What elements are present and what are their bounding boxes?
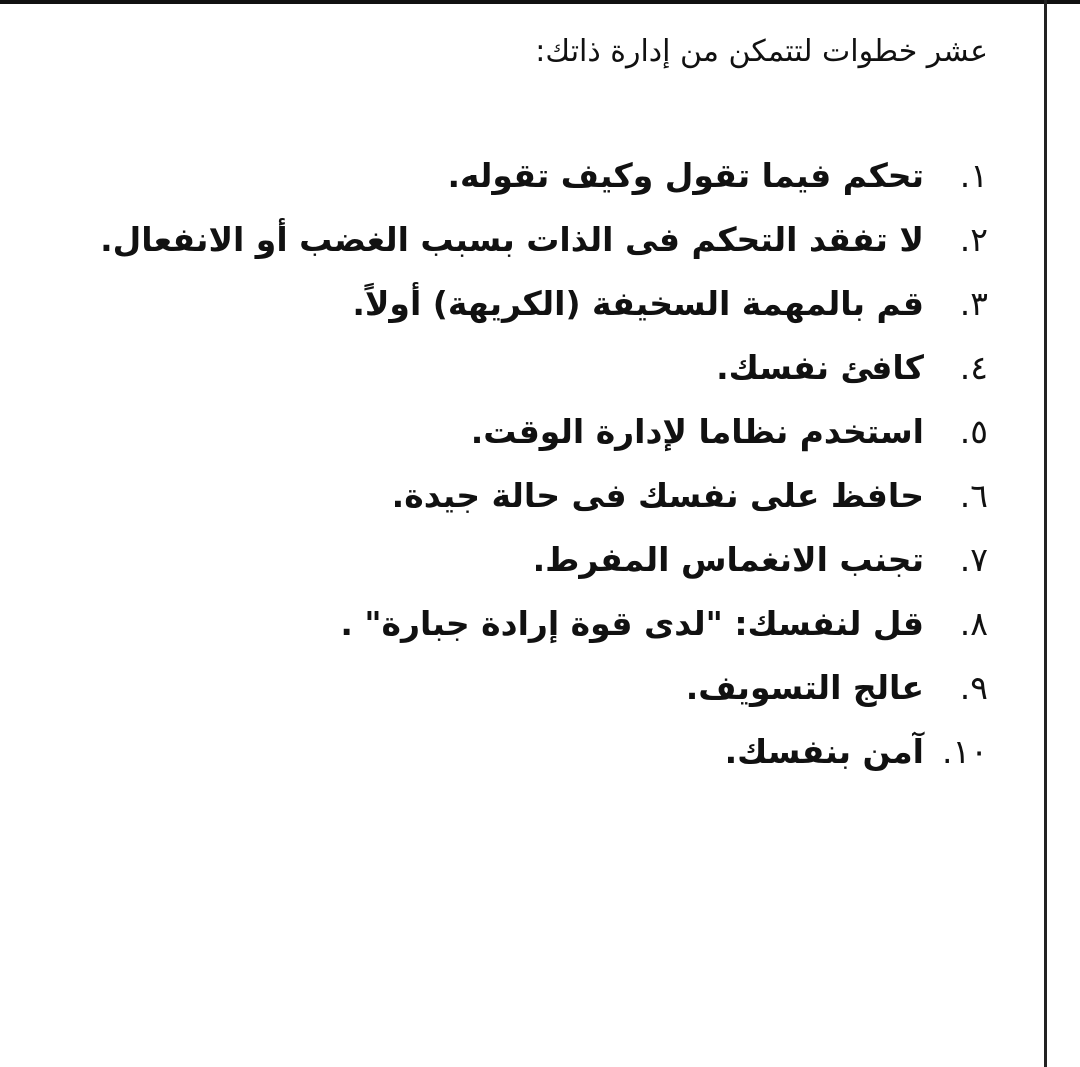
- document-content: [28, 26, 988, 784]
- step-text: كافئ نفسك.: [716, 348, 924, 387]
- steps-list: [28, 144, 988, 784]
- step-number: ٦.: [959, 476, 988, 515]
- step-number: ٨.: [959, 604, 988, 643]
- step-text: قم بالمهمة السخيفة (الكريهة) أولاً.: [352, 284, 924, 323]
- right-border-line: [1044, 0, 1047, 1067]
- step-text: لا تفقد التحكم فى الذات بسبب الغضب أو الانفعال.: [100, 220, 924, 259]
- list-item-step-5: [28, 400, 988, 464]
- list-item-step-7: [28, 528, 988, 592]
- list-item-step-6: [28, 464, 988, 528]
- step-number: ٩.: [959, 668, 988, 707]
- list-item-step-2: [28, 208, 988, 272]
- list-item-step-10: [28, 720, 988, 784]
- step-number: ٣.: [959, 284, 988, 323]
- step-text: تحكم فيما تقول وكيف تقوله.: [447, 156, 924, 195]
- document-heading: عشر خطوات لتتمكن من إدارة ذاتك:: [535, 34, 988, 69]
- step-number: ١٠.: [942, 732, 988, 771]
- step-number: ٥.: [959, 412, 988, 451]
- list-item-step-3: [28, 272, 988, 336]
- step-text: حافظ على نفسك فى حالة جيدة.: [391, 476, 924, 515]
- list-item-step-8: [28, 592, 988, 656]
- step-text: استخدم نظاما لإدارة الوقت.: [470, 412, 924, 451]
- step-number: ٧.: [959, 540, 988, 579]
- step-number: ٢.: [959, 220, 988, 259]
- step-text: عالج التسويف.: [685, 668, 924, 707]
- step-text: آمن بنفسك.: [724, 732, 924, 771]
- step-text: قل لنفسك: "لدى قوة إرادة جبارة" .: [340, 604, 924, 643]
- list-item-step-4: [28, 336, 988, 400]
- step-number: ٤.: [959, 348, 988, 387]
- list-item-step-9: [28, 656, 988, 720]
- list-item-step-1: [28, 144, 988, 208]
- top-border-line: [0, 0, 1080, 4]
- step-number: ١.: [959, 156, 988, 195]
- step-text: تجنب الانغماس المفرط.: [532, 540, 924, 579]
